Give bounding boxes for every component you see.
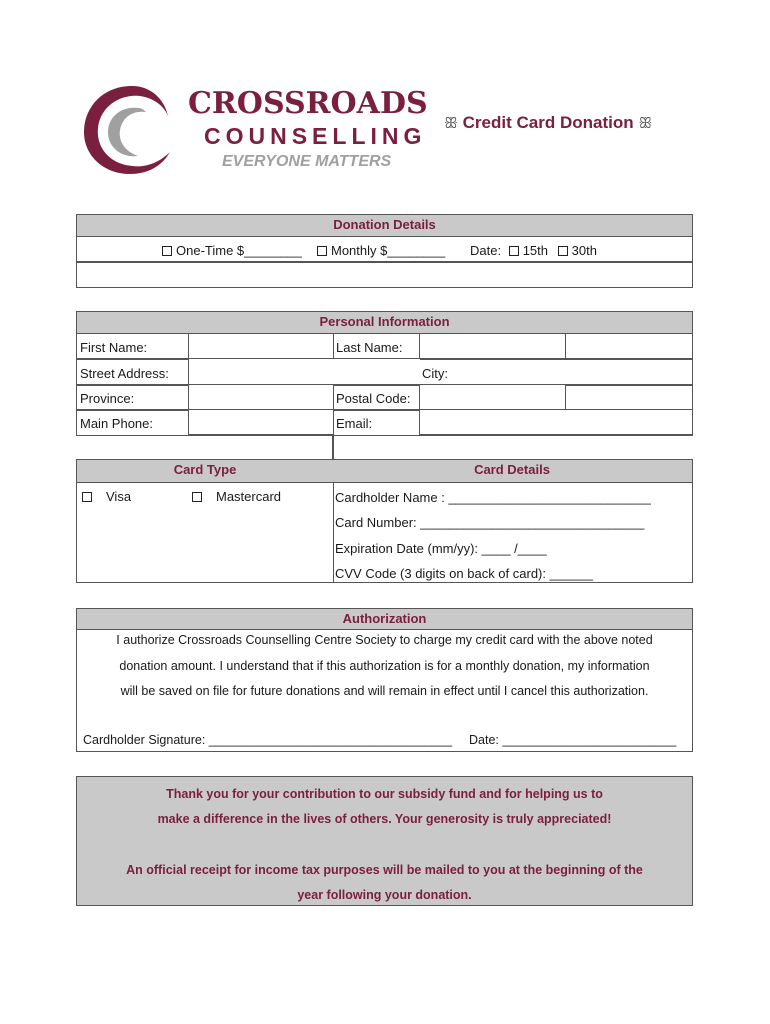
date-30th-checkbox[interactable]: [558, 246, 568, 256]
expiration-date-field[interactable]: Expiration Date (mm/yy): ____ /____: [335, 541, 547, 556]
date-15th-checkbox[interactable]: [509, 246, 519, 256]
thank-you-box: [76, 776, 693, 906]
authorization-section: [76, 608, 693, 752]
card-type-section: [76, 459, 334, 583]
visa-label: Visa: [106, 489, 132, 504]
mastercard-label: Mastercard: [216, 489, 282, 504]
visa-checkbox[interactable]: [82, 492, 92, 502]
authorization-line-2: donation amount. I understand that if this authorization is for a monthly donation, my information: [119, 659, 650, 673]
city-label: City:: [422, 366, 448, 381]
authorization-line-1: I authorize Crossroads Counselling Centre Society to charge my credit card with the above noted: [116, 633, 653, 647]
authorization-line-3: will be saved on file for future donations and will remain in effect until I cancel this authorization.: [120, 684, 649, 698]
thanks-line-1: Thank you for your contribution to our subsidy fund and for helping us to: [166, 787, 603, 801]
authorization-date-field[interactable]: Date: _________________________: [469, 733, 677, 747]
right-ornament-icon: ꕥ: [638, 114, 653, 132]
donation-details-header: Donation Details: [77, 215, 692, 237]
email-label: Email:: [336, 416, 373, 431]
logo-swirl-icon: [80, 82, 180, 177]
date-30th-label: 30th: [571, 243, 597, 258]
card-type-header: Card Type: [77, 460, 333, 483]
monthly-label: Monthly $________: [331, 243, 446, 258]
thanks-line-2: make a difference in the lives of others. Your generosity is truly appreciated!: [157, 812, 612, 826]
card-details-section: [332, 459, 693, 583]
personal-info-header: Personal Information: [77, 312, 692, 334]
thanks-line-4: year following your donation.: [297, 888, 472, 902]
province-field[interactable]: [188, 384, 334, 410]
email-field[interactable]: [419, 409, 692, 435]
street-address-label: Street Address:: [80, 366, 169, 381]
logo-counselling: COUNSELLING: [204, 123, 427, 149]
personal-info-section: [76, 311, 693, 436]
monthly-checkbox[interactable]: [317, 246, 327, 256]
first-name-field[interactable]: [188, 333, 334, 359]
one-time-checkbox[interactable]: [162, 246, 172, 256]
mastercard-checkbox[interactable]: [192, 492, 202, 502]
signature-field[interactable]: Cardholder Signature: ___________________________________: [83, 733, 453, 747]
authorization-header: Authorization: [77, 609, 692, 630]
card-number-field[interactable]: Card Number: _______________________________: [335, 515, 645, 530]
logo-crossroads: CROSSROADS: [188, 86, 428, 121]
first-name-label: First Name:: [80, 340, 148, 355]
last-name-label: Last Name:: [336, 340, 403, 355]
postal-code-field[interactable]: [419, 384, 566, 410]
street-address-field[interactable]: [188, 358, 420, 385]
cardholder-name-field[interactable]: Cardholder Name : ____________________________: [335, 490, 651, 505]
postal-code-label: Postal Code:: [336, 391, 411, 406]
cvv-field[interactable]: CVV Code (3 digits on back of card): ______: [335, 566, 593, 581]
thanks-line-3: An official receipt for income tax purposes will be mailed to you at the beginning of the: [126, 863, 643, 877]
date-label: Date:: [470, 243, 502, 258]
card-details-header: Card Details: [332, 460, 692, 483]
main-phone-field[interactable]: [188, 409, 334, 435]
title-text: Credit Card Donation: [462, 113, 634, 132]
donation-details-section: [76, 214, 693, 288]
province-label: Province:: [80, 391, 135, 406]
logo-tagline: EVERYONE MATTERS: [222, 153, 392, 170]
last-name-field[interactable]: [419, 333, 566, 359]
date-15th-label: 15th: [522, 243, 549, 258]
one-time-label: One-Time $________: [176, 243, 302, 258]
main-phone-label: Main Phone:: [80, 416, 153, 431]
left-ornament-icon: ꕥ: [444, 114, 458, 132]
logo: [80, 82, 440, 177]
page-title: [444, 113, 652, 133]
